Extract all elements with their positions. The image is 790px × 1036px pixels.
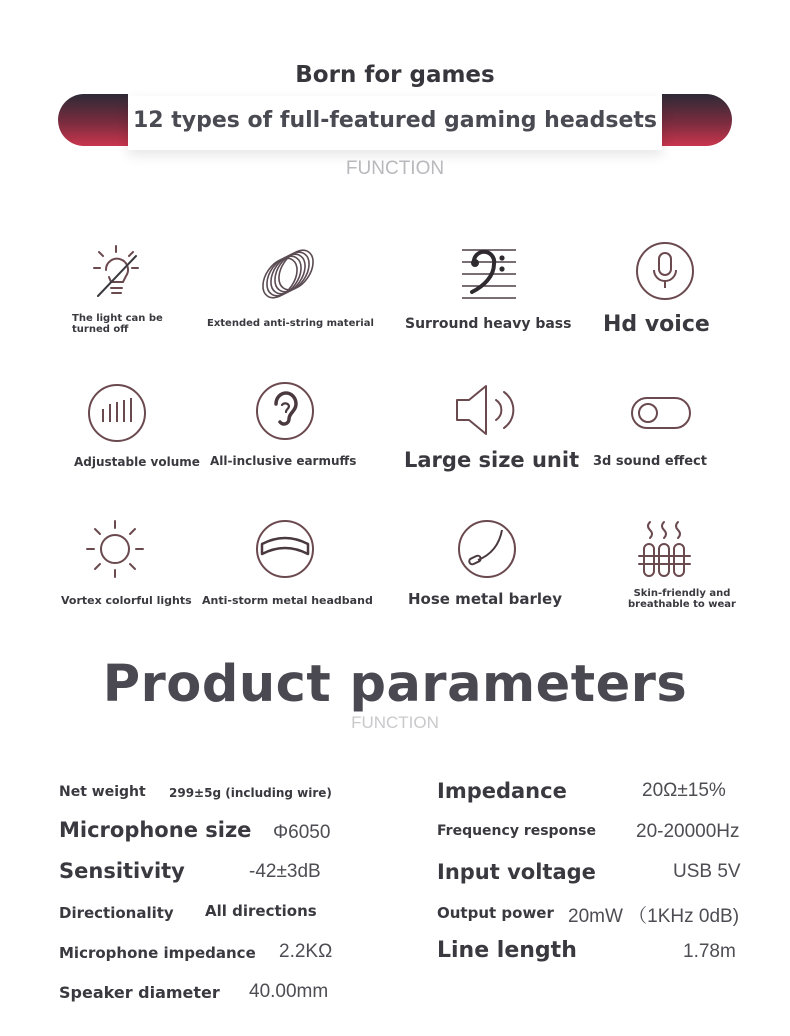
- param-name-input-voltage: Input voltage: [437, 860, 596, 884]
- param-name-output-power: Output power: [437, 904, 554, 922]
- param-value-impedance: 20Ω±15%: [642, 780, 726, 801]
- feature-label-colorful-lights: Vortex colorful lights: [61, 594, 192, 607]
- feature-label-heavy-bass: Surround heavy bass: [405, 316, 572, 332]
- feature-label-adjustable-volume: Adjustable volume: [74, 455, 200, 469]
- banner-subtitle: 12 types of full-featured gaming headsets: [133, 108, 657, 133]
- param-value-speaker-diameter: 40.00mm: [249, 981, 329, 1002]
- param-value-input-voltage: USB 5V: [673, 861, 741, 882]
- param-value-microphone-size: Φ6050: [273, 822, 331, 843]
- param-name-net-weight: Net weight: [59, 784, 146, 800]
- parameters-title: Product parameters: [102, 655, 688, 714]
- feature-label-metal-headband: Anti-storm metal headband: [202, 594, 373, 607]
- bass-clef-icon: [460, 246, 518, 302]
- banner-title: Born for games: [295, 62, 495, 88]
- param-value-line-length: 1.78m: [683, 941, 736, 962]
- param-value-frequency-response: 20-20000Hz: [636, 821, 740, 842]
- boom-mic-icon: [456, 518, 518, 580]
- param-name-directionality: Directionality: [59, 904, 174, 922]
- param-name-microphone-impedance: Microphone impedance: [59, 944, 256, 962]
- param-value-sensitivity: -42±3dB: [249, 861, 321, 882]
- feature-label-earmuffs: All-inclusive earmuffs: [210, 454, 357, 468]
- feature-label-anti-string: Extended anti-string material: [207, 318, 374, 329]
- parameters-function-tag: FUNCTION: [351, 713, 439, 732]
- microphone-icon: [634, 240, 696, 302]
- param-name-frequency-response: Frequency response: [437, 823, 596, 839]
- speaker-icon: [454, 382, 520, 438]
- volume-bars-icon: [86, 382, 148, 444]
- feature-label-large-unit: Large size unit: [404, 448, 580, 472]
- banner-function-tag: FUNCTION: [345, 158, 445, 179]
- banner-left-accent: [58, 94, 128, 146]
- headband-icon: [254, 518, 316, 580]
- breathable-icon: [636, 518, 694, 580]
- param-value-directionality: All directions: [205, 902, 317, 920]
- param-name-speaker-diameter: Speaker diameter: [59, 983, 220, 1002]
- param-name-sensitivity: Sensitivity: [59, 859, 185, 883]
- param-name-line-length: Line length: [437, 938, 577, 963]
- ear-icon: [254, 380, 316, 442]
- coil-material-icon: [258, 248, 316, 304]
- param-name-impedance: Impedance: [437, 779, 567, 803]
- feature-label-light-off: The light can be turned off: [72, 313, 163, 335]
- feature-label-hd-voice: Hd voice: [603, 312, 710, 337]
- sun-light-icon: [84, 518, 146, 580]
- banner-right-accent: [662, 94, 732, 146]
- feature-label-hose-barley: Hose metal barley: [408, 590, 562, 608]
- param-value-net-weight: 299±5g (including wire): [169, 786, 332, 800]
- param-value-output-power: 20mW （1KHz 0dB): [568, 906, 740, 927]
- feature-label-breathable: Skin-friendly and breathable to wear: [628, 588, 736, 610]
- param-name-microphone-size: Microphone size: [59, 818, 252, 842]
- toggle-icon: [630, 396, 692, 430]
- light-off-icon: [88, 244, 144, 304]
- param-value-microphone-impedance: 2.2KΩ: [279, 941, 333, 962]
- feature-label-3d-sound: 3d sound effect: [593, 454, 707, 469]
